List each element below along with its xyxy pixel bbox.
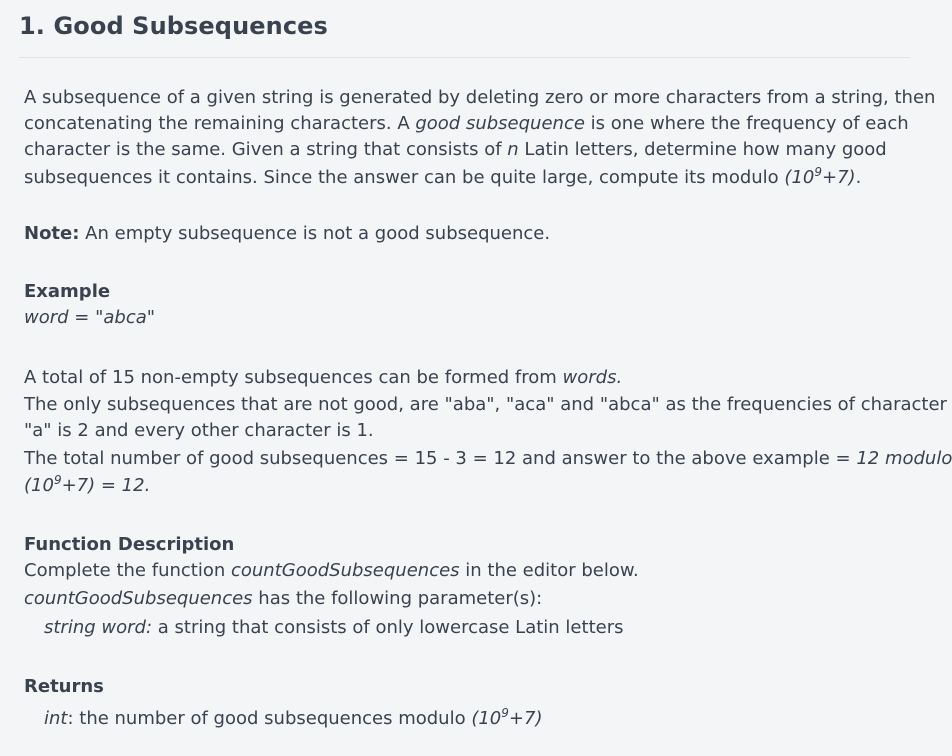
explanation-text: "a" is 2 and every other character is 1. bbox=[24, 420, 374, 441]
explanation-line bbox=[24, 418, 910, 444]
function-description-line bbox=[24, 584, 910, 613]
intro-line bbox=[24, 137, 910, 163]
returns-heading: Returns bbox=[24, 676, 104, 697]
parameter-name: string word: bbox=[44, 617, 153, 638]
explanation-line bbox=[24, 363, 910, 392]
intro-paragraph bbox=[24, 85, 936, 192]
example-heading: Example bbox=[24, 281, 111, 302]
intro-text: character is the same. Given a string that consists of bbox=[24, 139, 508, 160]
note-text: An empty subsequence is not a good subsequence. bbox=[79, 223, 551, 244]
explanation-line bbox=[24, 473, 910, 499]
function-name: countGoodSubsequences bbox=[230, 560, 460, 581]
intro-text: concatenating the remaining characters. A bbox=[24, 113, 416, 134]
words-variable: words. bbox=[562, 367, 623, 388]
intro-text: . bbox=[855, 167, 862, 188]
example-input: word = "abca" bbox=[24, 307, 156, 328]
modulo-exponent: 9 bbox=[501, 706, 509, 720]
note-paragraph bbox=[24, 221, 910, 247]
modulo-offset: +7) bbox=[508, 708, 543, 729]
modulo-base: (10 bbox=[784, 167, 815, 188]
intro-line bbox=[24, 111, 910, 137]
explanation-line bbox=[24, 444, 952, 473]
intro-text: is one where the frequency of each bbox=[584, 113, 909, 134]
function-description-line bbox=[24, 558, 910, 584]
function-description-text: Complete the function bbox=[24, 560, 231, 581]
title-divider bbox=[19, 57, 910, 58]
modulo-base: (10 bbox=[471, 708, 502, 729]
modulo-offset: +7) = 12. bbox=[61, 475, 151, 496]
parameter-description: a string that consists of only lowercase Latin letters bbox=[152, 617, 624, 638]
problem-title: 1. Good Subsequences bbox=[19, 12, 328, 40]
problem-body bbox=[19, 85, 952, 732]
note-label: Note: bbox=[24, 223, 80, 244]
function-name: countGoodSubsequences bbox=[24, 588, 253, 609]
intro-line bbox=[24, 85, 936, 111]
modulo-expression bbox=[784, 167, 855, 188]
modulo-exponent: 9 bbox=[814, 165, 822, 179]
intro-text: A subsequence of a given string is generated by deleting zero or more characters from a string, then bbox=[24, 87, 936, 108]
parameter-line bbox=[24, 613, 910, 642]
example-answer: 12 modulo bbox=[856, 448, 952, 469]
explanation-line bbox=[24, 392, 947, 418]
explanation-text: A total of 15 non-empty subsequences can be formed from bbox=[24, 367, 563, 388]
returns-line bbox=[24, 706, 910, 732]
function-description-heading: Function Description bbox=[24, 534, 235, 555]
function-description-text: has the following parameter(s): bbox=[252, 588, 543, 609]
explanation-text: The only subsequences that are not good, are "aba", "aca" and "abca" as the frequencies of character bbox=[24, 394, 947, 415]
modulo-exponent: 9 bbox=[53, 473, 62, 487]
modulo-expression bbox=[471, 708, 542, 729]
returns-text: : the number of good subsequences modulo bbox=[67, 708, 472, 729]
return-type: int bbox=[44, 708, 68, 729]
function-description bbox=[24, 558, 910, 642]
intro-line bbox=[24, 163, 910, 192]
explanation-text: The total number of good subsequences = 15 - 3 = 12 and answer to the above example = bbox=[24, 448, 857, 469]
modulo-base: (10 bbox=[24, 475, 54, 496]
good-subsequence-term: good subsequence bbox=[415, 113, 585, 134]
example-explanation bbox=[24, 363, 952, 499]
function-description-text: in the editor below. bbox=[459, 560, 639, 581]
modulo-offset: +7) bbox=[822, 167, 856, 188]
n-variable: n bbox=[507, 139, 519, 160]
intro-text: subsequences it contains. Since the answer can be quite large, compute its modulo bbox=[24, 167, 785, 188]
intro-text: Latin letters, determine how many good bbox=[518, 139, 887, 160]
